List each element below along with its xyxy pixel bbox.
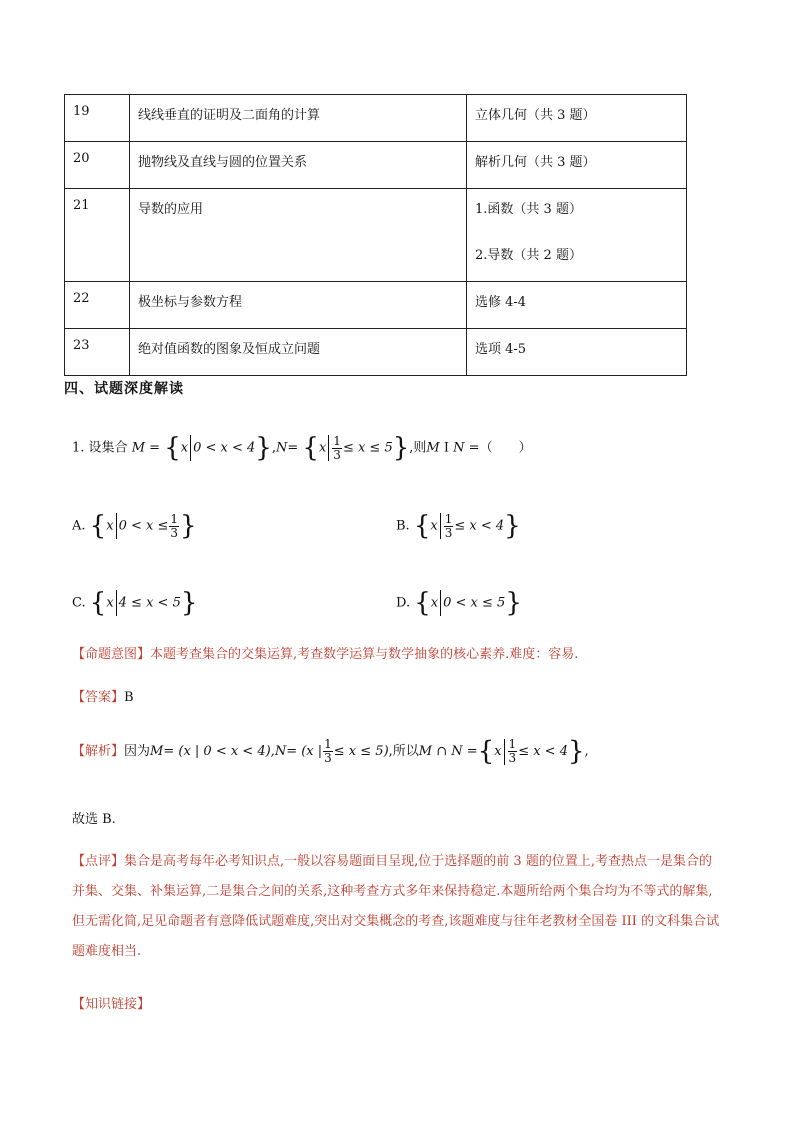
- knowledge-link-label: 【知识链接】: [72, 997, 151, 1012]
- answer-value: B: [124, 690, 134, 705]
- row-number: 23: [65, 329, 130, 376]
- intent-paragraph: [72, 640, 724, 670]
- topic-table: [64, 94, 687, 376]
- option-d: D. {x 0 < x ≤ 5}: [396, 588, 522, 618]
- row-topic: 线线垂直的证明及二面角的计算: [130, 95, 467, 142]
- table-row: [65, 95, 687, 142]
- row-category: 立体几何（共 3 题）: [467, 95, 687, 142]
- intent-label: 【命题意图】: [72, 647, 151, 662]
- comment-paragraph: [72, 847, 724, 967]
- analysis-label: 【解析】: [72, 744, 125, 759]
- row-topic: 导数的应用: [130, 189, 467, 282]
- row-number: 21: [65, 189, 130, 282]
- row-topic: 绝对值函数的图象及恒成立问题: [130, 329, 467, 376]
- row-number: 22: [65, 282, 130, 329]
- row-category: 选修 4-4: [467, 282, 687, 329]
- comment-text: 集合是高考每年必考知识点,一般以容易题面目呈现,位于选择题的前 3 题的位置上,考查热点一是集合的并集、交集、补集运算,二是集合之间的关系,这种考查方式多年来保持稳定.本题所给两个集合均为不等式的解集,但无需化简,足见命题者有意降低试题难度,突出对交集概念的考查,该题难度与往年老教材全国卷 III 的文科集合试题难度相当.: [72, 854, 720, 959]
- question-stem: 1. 设集合 M = {x 0 < x < 4},N= {x $\frac{1}{3}$ ≤ x ≤ 5},则M I N =（ ）: [72, 433, 532, 464]
- row-number: 19: [65, 95, 130, 142]
- row-topic: 抛物线及直线与圆的位置关系: [130, 142, 467, 189]
- table-row: [65, 142, 687, 189]
- answer-paragraph: [72, 683, 724, 713]
- analysis-paragraph: 【解析】因为M= (x | 0 < x < 4),N= (x | $\frac{1}{3}$ ≤ x ≤ 5),所以M ∩ N ={x $\frac{1}{3}$ ≤ x < 4},: [72, 736, 589, 767]
- section-title: 四、试题深度解读: [64, 381, 184, 397]
- row-category: 选项 4-5: [467, 329, 687, 376]
- option-c: C. {x 4 ≤ x < 5}: [72, 588, 198, 618]
- row-category: 1.函数（共 3 题） 2.导数（共 2 题）: [467, 189, 687, 282]
- comment-label: 【点评】: [72, 854, 125, 869]
- knowledge-link: [72, 990, 724, 1020]
- conclusion-text: 故选 B.: [72, 812, 116, 827]
- intent-text: 本题考查集合的交集运算,考查数学运算与数学抽象的核心素养.难度：容易.: [150, 647, 579, 662]
- row-topic: 极坐标与参数方程: [130, 282, 467, 329]
- option-b: B. {x $\frac{1}{3}$ ≤ x < 4}: [396, 511, 521, 542]
- table-row: [65, 189, 687, 282]
- row-number: 20: [65, 142, 130, 189]
- row-category: 解析几何（共 3 题）: [467, 142, 687, 189]
- option-a: A. {x 0 < x ≤ $\frac{1}{3}$ }: [72, 511, 197, 542]
- table-row: [65, 282, 687, 329]
- answer-label: 【答案】: [72, 690, 125, 705]
- table-row: [65, 329, 687, 376]
